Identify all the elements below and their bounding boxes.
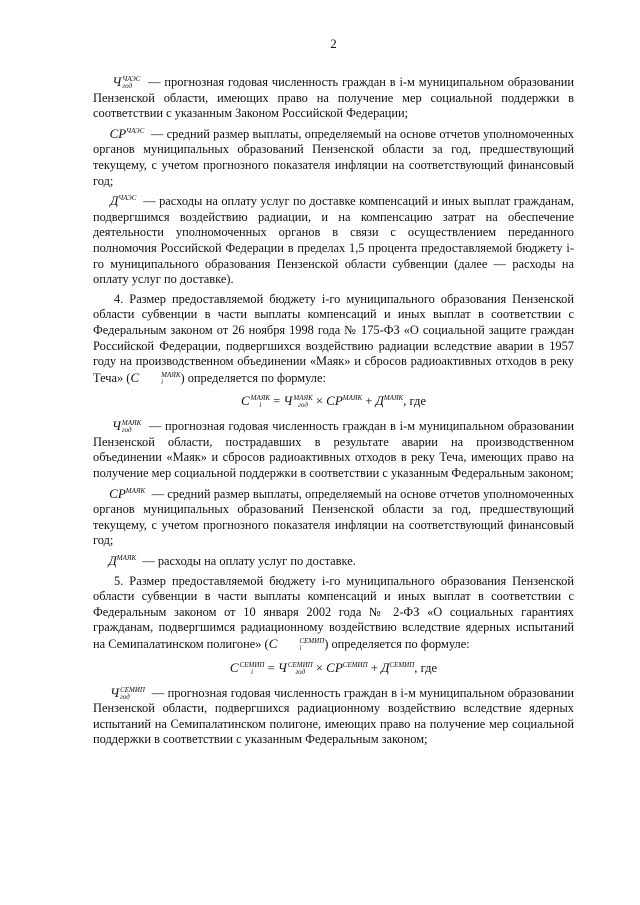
definition-ch-chaes xyxy=(93,74,574,122)
symbol-c-mayak: С МАЯК i xyxy=(130,369,181,386)
symbol-c-semip: С СЕМИП i xyxy=(268,636,325,653)
definition-d-chaes xyxy=(93,193,574,288)
paragraph-5: 5. Размер предоставляемой бюджету i-го муниципального образования Пензенской области субвенции в части выплаты компенсаций и иных выплат в соответствии с Федеральным законом от 10 января 2002 года № 2-ФЗ «О социальных гарантиях гражданам, подвергшимся радиационному воздействию вследствие ядерных испытаний на Семипалатинском полигоне» (С СЕМИП i ) определяется по формуле: xyxy=(93,573,574,653)
symbol-ch-mayak: Ч МАЯК год xyxy=(111,418,142,435)
formula-mayak: С МАЯК i = Ч МАЯК год × $СР^{МАЯК} + Д^{МАЯК}$, где xyxy=(240,393,427,410)
symbol-d-chaes: $Д^{ЧАЭС}$ xyxy=(110,193,137,209)
definition-sr-mayak xyxy=(93,486,574,549)
definition-ch-semip xyxy=(93,685,574,748)
definition-text: — расходы на оплату услуг по доставке. xyxy=(142,554,356,569)
definition-text: — прогнозная годовая численность граждан в i-м муниципальном образовании Пензенской области, имеющих право на получение мер социальной поддержки в соответствии с указанным Законом Российской Федерации; xyxy=(93,75,574,121)
formula-semip: С СЕМИП i = Ч СЕМИП год × $СР^{СЕМИП} + Д^{СЕМИП}$, где xyxy=(229,659,438,676)
symbol-ch-semip: Ч СЕМИП год xyxy=(110,684,145,701)
paragraph-4: 4. Размер предоставляемой бюджету i-го муниципального образования Пензенской области субвенции в части выплаты компенсаций и иных выплат в соответствии с Федеральным законом от 26 ноября 1998 года № 175-ФЗ «О социальной защите граждан Российской Федерации, подвергшихся воздействию радиации вследствие аварии в 1957 году на производственном объединении «Маяк» и сбросов радиоактивных отходов в реку Теча» (С МАЯК i ) определяется по формуле: xyxy=(93,291,574,386)
definition-text: — прогнозная годовая численность граждан в i-м муниципальном образовании Пензенской области, пострадавших в результате аварии на производственном объединении «Маяк» и сбросов радиоактивных отходов в реку Теча, имеющих право на получение мер социальной поддержки в соответствии с указанным Федеральным законом; xyxy=(93,419,574,481)
symbol-d-mayak: $Д^{МАЯК}$ xyxy=(108,553,137,569)
page-number: 2 xyxy=(330,36,337,51)
definition-ch-mayak xyxy=(93,418,574,481)
definition-text: — средний размер выплаты, определяемый на основе отчетов уполномоченных органов муниципальных образований Пензенской области за год, предшествующий текущему, с учетом прогнозного показателя инфляции на соответствующий финансовый год; xyxy=(93,126,574,188)
definition-sr-chaes xyxy=(93,126,574,189)
symbol-sr-chaes: $СР^{ЧАЭС}$ xyxy=(109,125,145,141)
definition-text: — расходы на оплату услуг по доставке компенсаций и иных выплат гражданам, подвергшимся воздействию радиации, и на компенсацию затрат на обеспечение деятельности уполномоченных органов в связи с осуществлением переданного полномочия Российской Федерации в пределах 1,5 процента предоставляемой бюджету i-го муниципального образования Пензенской области субвенции (далее — расходы на оплату услуг по доставке). xyxy=(93,194,574,287)
definition-text: — средний размер выплаты, определяемый на основе отчетов уполномоченных органов муниципальных образований Пензенской области за год, предшествующий текущему, с учетом прогнозного показателя инфляции на соответствующий финансовый год; xyxy=(93,486,574,548)
symbol-sr-mayak: $СР^{МАЯК}$ xyxy=(109,485,146,501)
symbol-ch-chaes: Ч ЧАЭС год xyxy=(112,74,141,91)
definition-text: — прогнозная годовая численность граждан в i-м муниципальном образовании Пензенской области, подвергшихся радиационному воздействию вследствие ядерных испытаний на Семипалатинском полигоне, имеющих право на получение мер социальной поддержки в соответствии с указанным Федеральным законом; xyxy=(93,685,574,747)
definition-d-mayak xyxy=(93,553,574,570)
